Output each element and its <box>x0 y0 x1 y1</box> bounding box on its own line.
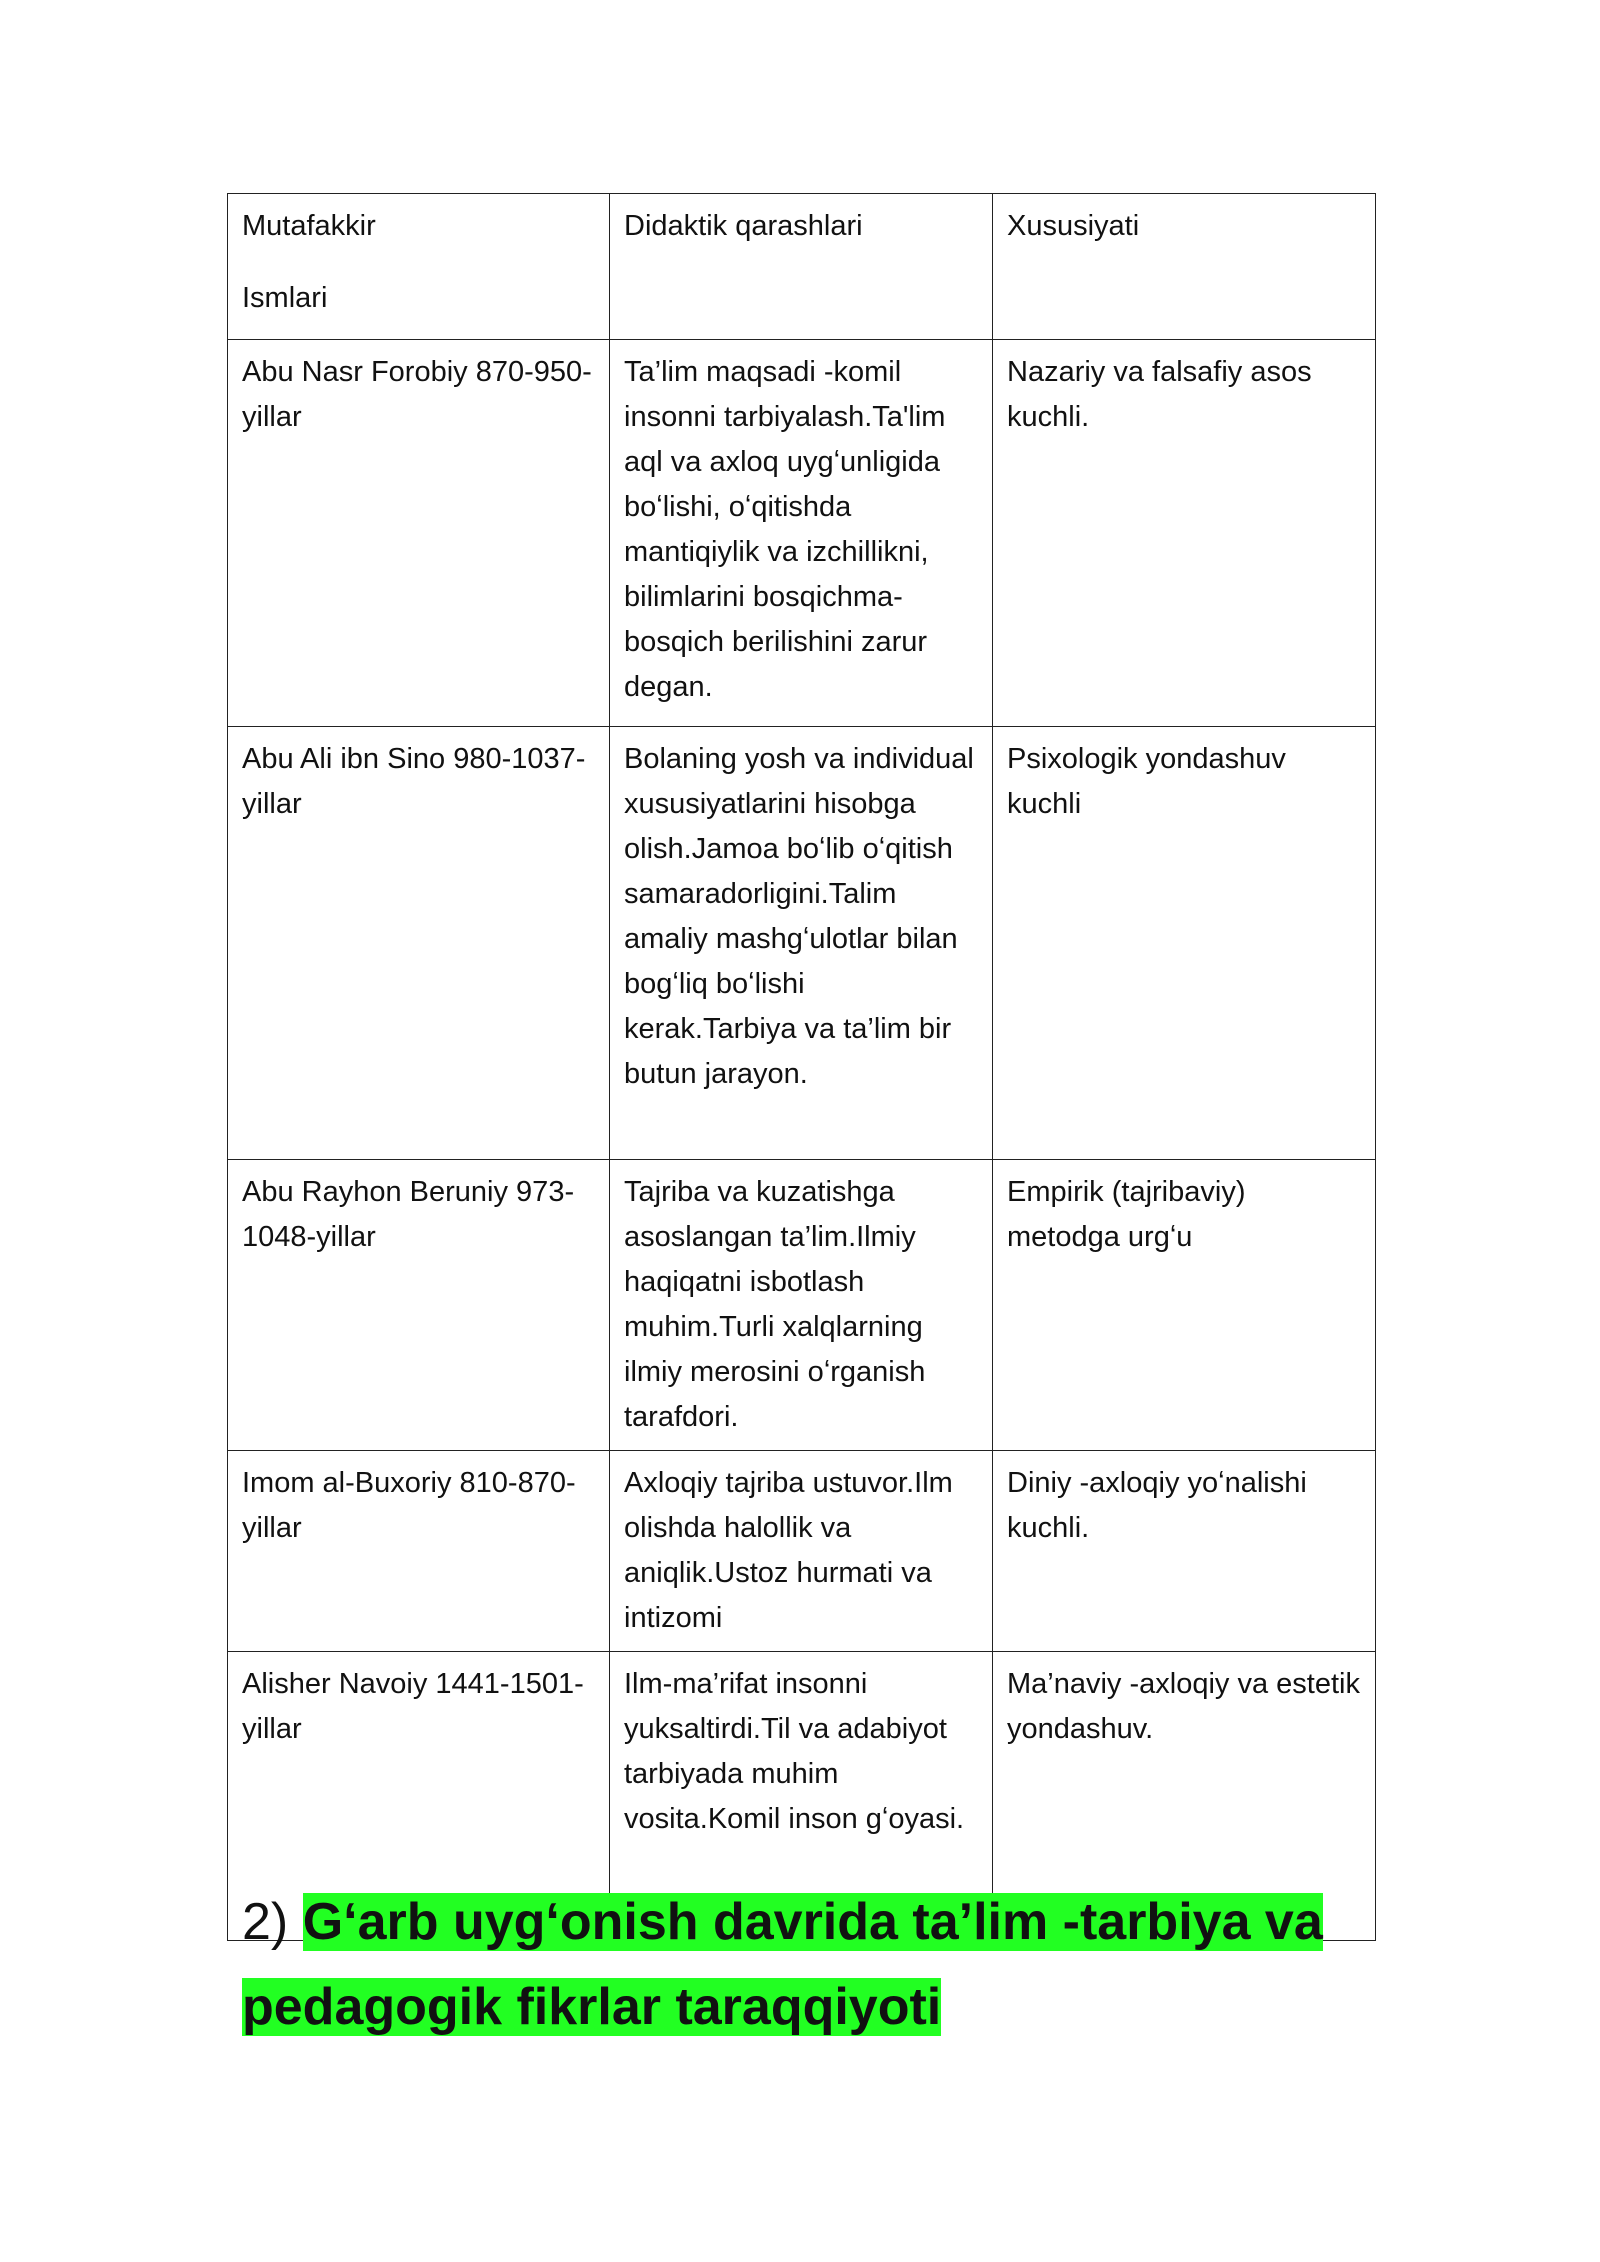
cell-name: Alisher Navoiy 1441-1501-yillar <box>228 1652 610 1941</box>
header-names-label: Ismlari <box>242 282 328 314</box>
cell-views: Axloqiy tajriba ustuvor.Ilm olishda halollik va aniqlik.Ustoz hurmati va intizomi <box>610 1451 993 1652</box>
header-cell-views: Didaktik qarashlari <box>610 194 993 340</box>
cell-name: Imom al-Buxoriy 810-870-yillar <box>228 1451 610 1652</box>
cell-feature: Psixologik yondashuv kuchli <box>993 727 1376 1160</box>
cell-views: Ilm-ma’rifat insonni yuksaltirdi.Til va adabiyot tarbiyada muhim vosita.Komil inson gʻoyasi. <box>610 1652 993 1941</box>
cell-feature: Nazariy va falsafiy asos kuchli. <box>993 340 1376 727</box>
table-row <box>228 727 1376 1160</box>
header-thinker-label: Mutafakkir <box>242 210 376 242</box>
header-cell-thinker <box>228 194 610 340</box>
section-title-highlighted: Gʻarb uygʻonish davrida ta’lim -tarbiya va pedagogik fikrlar taraqqiyoti <box>242 1893 1323 2036</box>
cell-feature: Diniy -axloqiy yoʻnalishi kuchli. <box>993 1451 1376 1652</box>
section-number: 2) <box>242 1893 289 1951</box>
header-cell-feature: Xususiyati <box>993 194 1376 340</box>
cell-name: Abu Rayhon Beruniy 973-1048-yillar <box>228 1160 610 1451</box>
cell-name: Abu Nasr Forobiy 870-950-yillar <box>228 340 610 727</box>
thinkers-table <box>227 193 1376 1941</box>
cell-feature: Ma’naviy -axloqiy va estetik yondashuv. <box>993 1652 1376 1941</box>
cell-views: Tajriba va kuzatishga asoslangan ta’lim.Ilmiy haqiqatni isbotlash muhim.Turli xalqlarning ilmiy merosini oʻrganish tarafdori. <box>610 1160 993 1451</box>
section-heading <box>242 1880 1372 2050</box>
table-row <box>228 1451 1376 1652</box>
cell-name: Abu Ali ibn Sino 980-1037-yillar <box>228 727 610 1160</box>
cell-views: Ta’lim maqsadi -komil insonni tarbiyalash.Ta'lim aql va axloq uygʻunligida boʻlishi, oʻqitishda mantiqiylik va izchillikni, bilimlarini bosqichma-bosqich berilishini zarur degan. <box>610 340 993 727</box>
cell-views: Bolaning yosh va individual xususiyatlarini hisobga olish.Jamoa boʻlib oʻqitish samaradorligini.Talim amaliy mashgʻulotlar bilan bogʻliq boʻlishi kerak.Tarbiya va ta’lim bir butun jarayon. <box>610 727 993 1160</box>
table-header-row <box>228 194 1376 340</box>
table-row <box>228 340 1376 727</box>
cell-feature: Empirik (tajribaviy) metodga urgʻu <box>993 1160 1376 1451</box>
table-row <box>228 1160 1376 1451</box>
